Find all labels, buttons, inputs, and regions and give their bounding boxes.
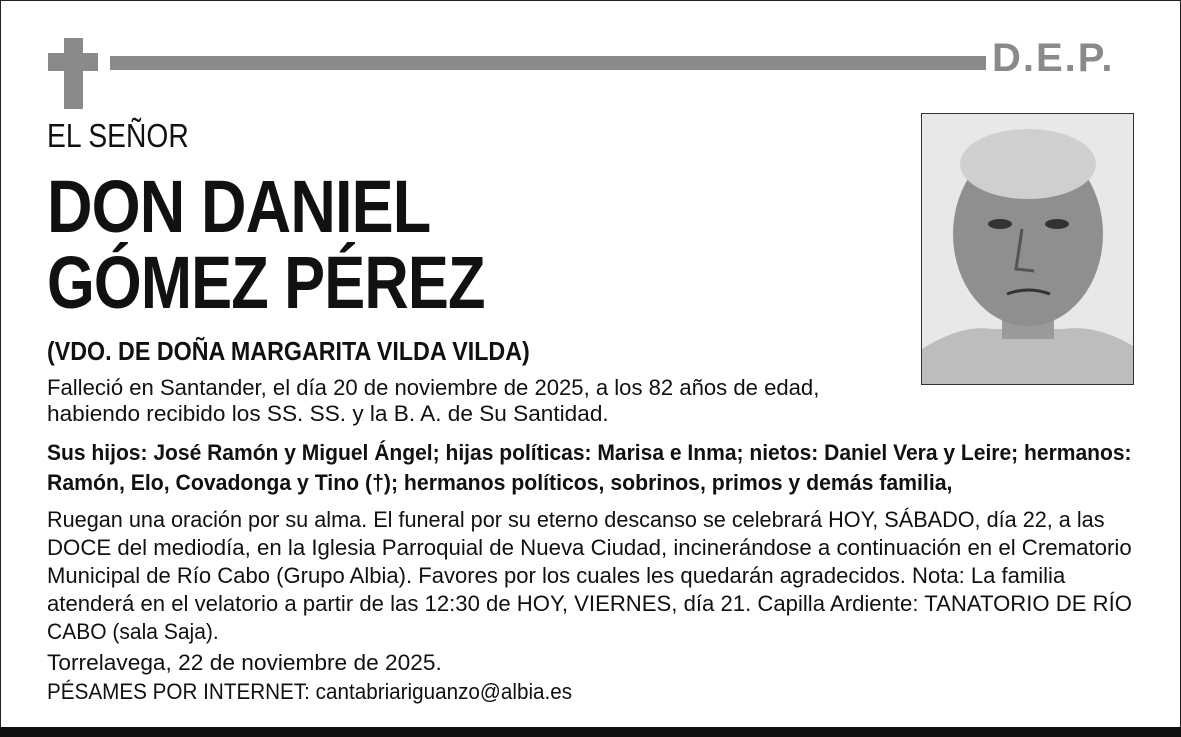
title-label: EL SEÑOR — [47, 117, 189, 154]
cross-icon-arm — [48, 53, 98, 71]
cross-icon — [64, 38, 83, 109]
funeral-line-2: DOCE del mediodía, en la Iglesia Parroquial de Nueva Ciudad, incinerándose a continuación en el Crematorio — [47, 535, 1132, 560]
funeral-line-3: Municipal de Río Cabo (Grupo Albia). Favores por los cuales les quedarán agradecidos. Nota: La familia — [47, 563, 1066, 588]
condolences-email: PÉSAMES POR INTERNET: cantabriariguanzo@albia.es — [47, 679, 573, 704]
header-rule — [110, 56, 986, 70]
widow-of: (VDO. DE DOÑA MARGARITA VILDA VILDA) — [47, 336, 530, 366]
place-date: Torrelavega, 22 de noviembre de 2025. — [47, 650, 442, 675]
funeral-line-1: Ruegan una oración por su alma. El funeral por su eterno descanso se celebrará HOY, SÁBADO, día 22, a las — [47, 507, 1105, 532]
death-line-1: Falleció en Santander, el día 20 de noviembre de 2025, a los 82 años de edad, — [47, 375, 820, 400]
deceased-name-line-1: DON DANIEL — [47, 165, 431, 248]
portrait-photo — [921, 113, 1134, 385]
bottom-rule — [0, 727, 1181, 737]
funeral-line-4: atenderá en el velatorio a partir de las 12:30 de HOY, VIERNES, día 21. Capilla Ardiente: TANATORIO DE RÍO — [47, 591, 1132, 616]
family-line-1: Sus hijos: José Ramón y Miguel Ángel; hijas políticas: Marisa e Inma; nietos: Daniel Vera y Leire; hermanos: — [47, 440, 1132, 465]
dep-label: D.E.P. — [992, 36, 1115, 80]
family-line-2: Ramón, Elo, Covadonga y Tino (†); hermanos políticos, sobrinos, primos y demás familia, — [47, 470, 953, 495]
deceased-name-line-2: GÓMEZ PÉREZ — [47, 241, 485, 324]
death-line-2: habiendo recibido los SS. SS. y la B. A. de Su Santidad. — [47, 401, 609, 426]
funeral-line-5: CABO (sala Saja). — [47, 619, 219, 644]
